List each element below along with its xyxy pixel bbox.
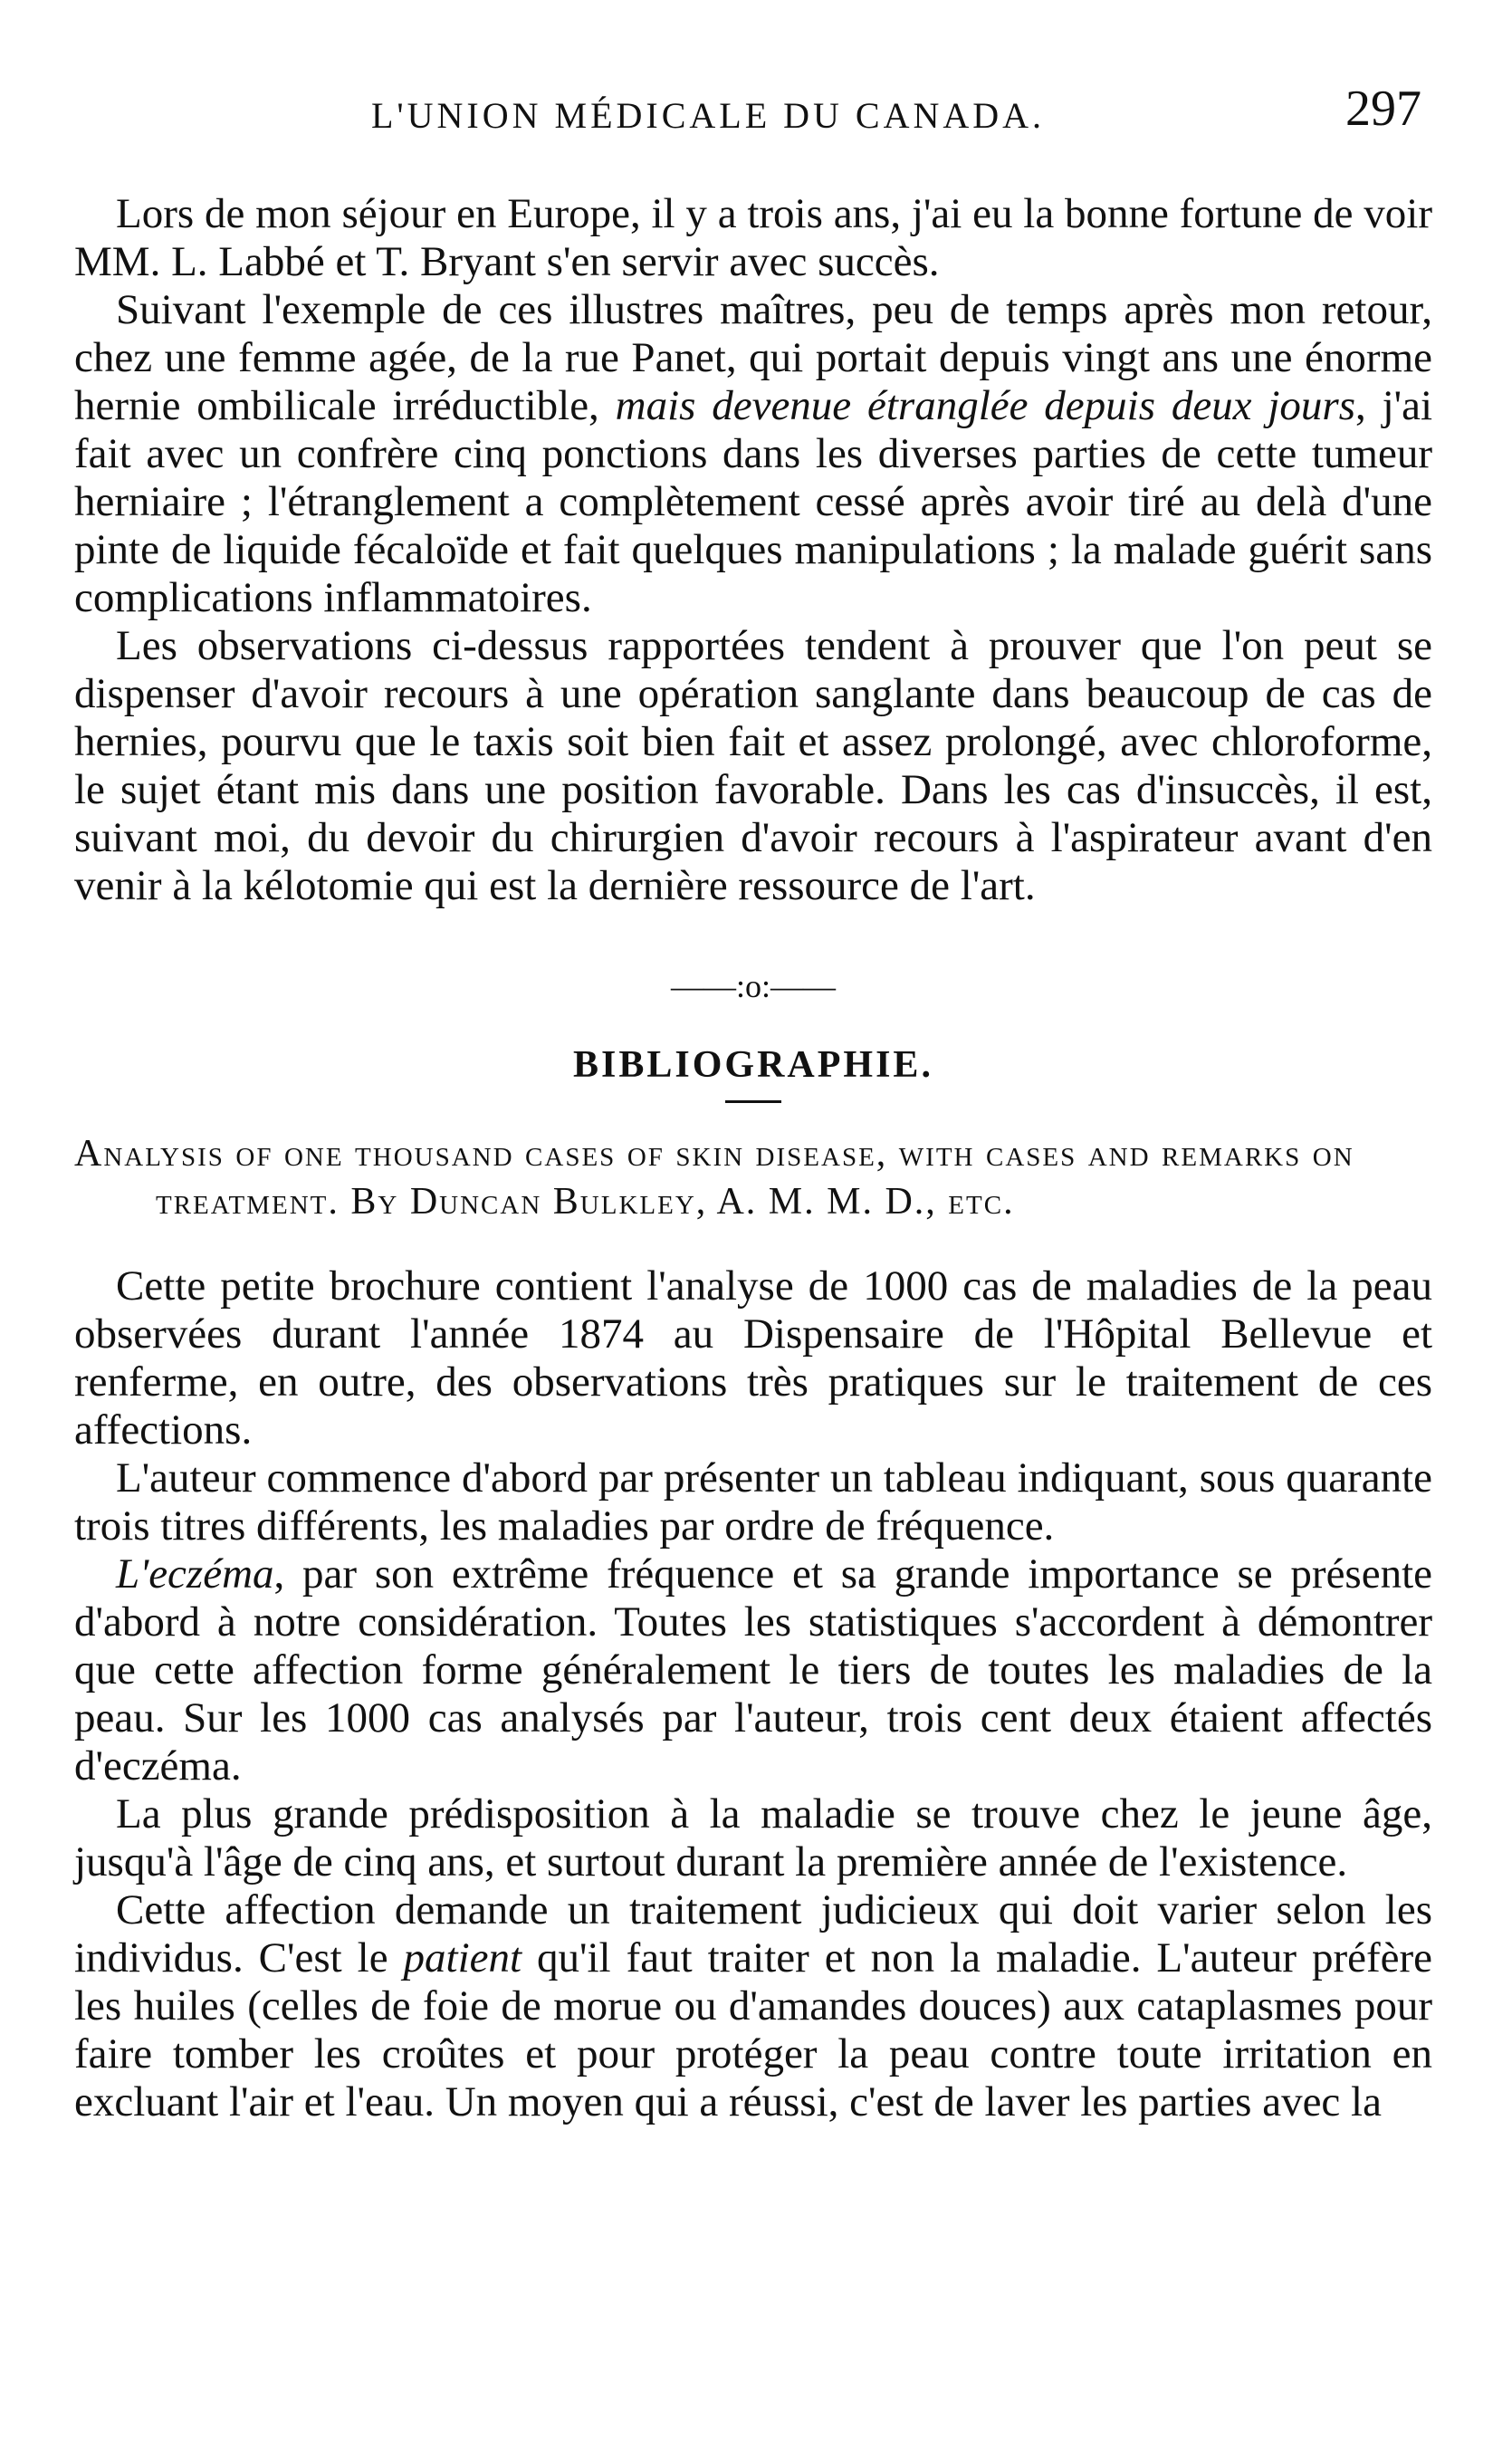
page-number: 297 — [1345, 81, 1421, 137]
page-header — [0, 80, 1512, 152]
paragraph: Cette affection demande un traitement judicieux qui doit varier selon les individus. C'est le patient qu'il faut traiter et non la maladie. L'auteur préfère les huiles (celles de foie de morue ou d'amandes douces) aux cataplasmes pour faire tomber les croûtes et pour protéger la peau contre toute irritation en excluant l'air et l'eau. Un moyen qui a réussi, c'est de laver les parties avec la — [74, 1886, 1432, 2125]
paragraph: La plus grande prédisposition à la maladie se trouve chez le jeune âge, jusqu'à l'âge de cinq ans, et surtout durant la première année de l'existence. — [74, 1790, 1432, 1885]
paragraph: L'auteur commence d'abord par présenter un tableau indiquant, sous quarante trois titres différents, les maladies par ordre de fréquence. — [74, 1454, 1432, 1550]
paragraph: Suivant l'exemple de ces illustres maîtres, peu de temps après mon retour, chez une femme agée, de la rue Panet, qui portait depuis vingt ans une énorme hernie ombilicale irréductible, mais devenue étranglée depuis deux jours, j'ai fait avec un confrère cinq ponctions dans les diverses parties de cette tumeur herniaire ; l'étranglement a complètement cessé après avoir tiré au delà d'une pinte de liquide fécaloïde et fait quelques manipulations ; la malade guérit sans complications inflammatoires. — [74, 286, 1433, 621]
paragraph: Les observations ci-dessus rapportées tendent à prouver que l'on peut se dispenser d'avoir recours à une opération sanglante dans beaucoup de cas de hernies, pourvu que le taxis soit bien fait et assez prolongé, avec chloroforme, le sujet étant mis dans une position favorable. Dans les cas d'insuccès, il est, suivant moi, du devoir du chirurgien d'avoir recours à l'aspirateur avant d'en venir à la kélotomie qui est la dernière ressource de l'art. — [74, 622, 1432, 909]
page-body — [74, 190, 1432, 2126]
paragraph: Cette petite brochure contient l'analyse de 1000 cas de maladies de la peau observées durant l'année 1874 au Dispensaire de l'Hôpital Bellevue et renferme, en outre, des observations très pratiques sur le traitement de ces affections. — [74, 1262, 1432, 1454]
running-title: L'UNION MÉDICALE DU CANADA. — [371, 95, 1046, 136]
section-separator: ——:o:—— — [670, 968, 836, 1004]
paragraph: Lors de mon séjour en Europe, il y a trois ans, j'ai eu la bonne fortune de voir MM. L. Labbé et T. Bryant s'en servir avec succès. — [74, 190, 1432, 285]
heading-rule — [725, 1100, 781, 1103]
section-heading: BIBLIOGRAPHIE. — [573, 1044, 933, 1086]
paragraph: L'eczéma, par son extrême fréquence et sa grande importance se présente d'abord à notre considération. Toutes les statistiques s'accordent à démontrer que cette affection forme généralement le tiers de toutes les maladies de la peau. Sur les 1000 cas analysés par l'auteur, trois cent deux étaient affectés d'eczéma. — [74, 1550, 1432, 1789]
review-title: Analysis of one thousand cases of skin disease, with cases and remarks on treatment. By Duncan Bulkley, A. M. M. D., etc. — [74, 1133, 1354, 1223]
